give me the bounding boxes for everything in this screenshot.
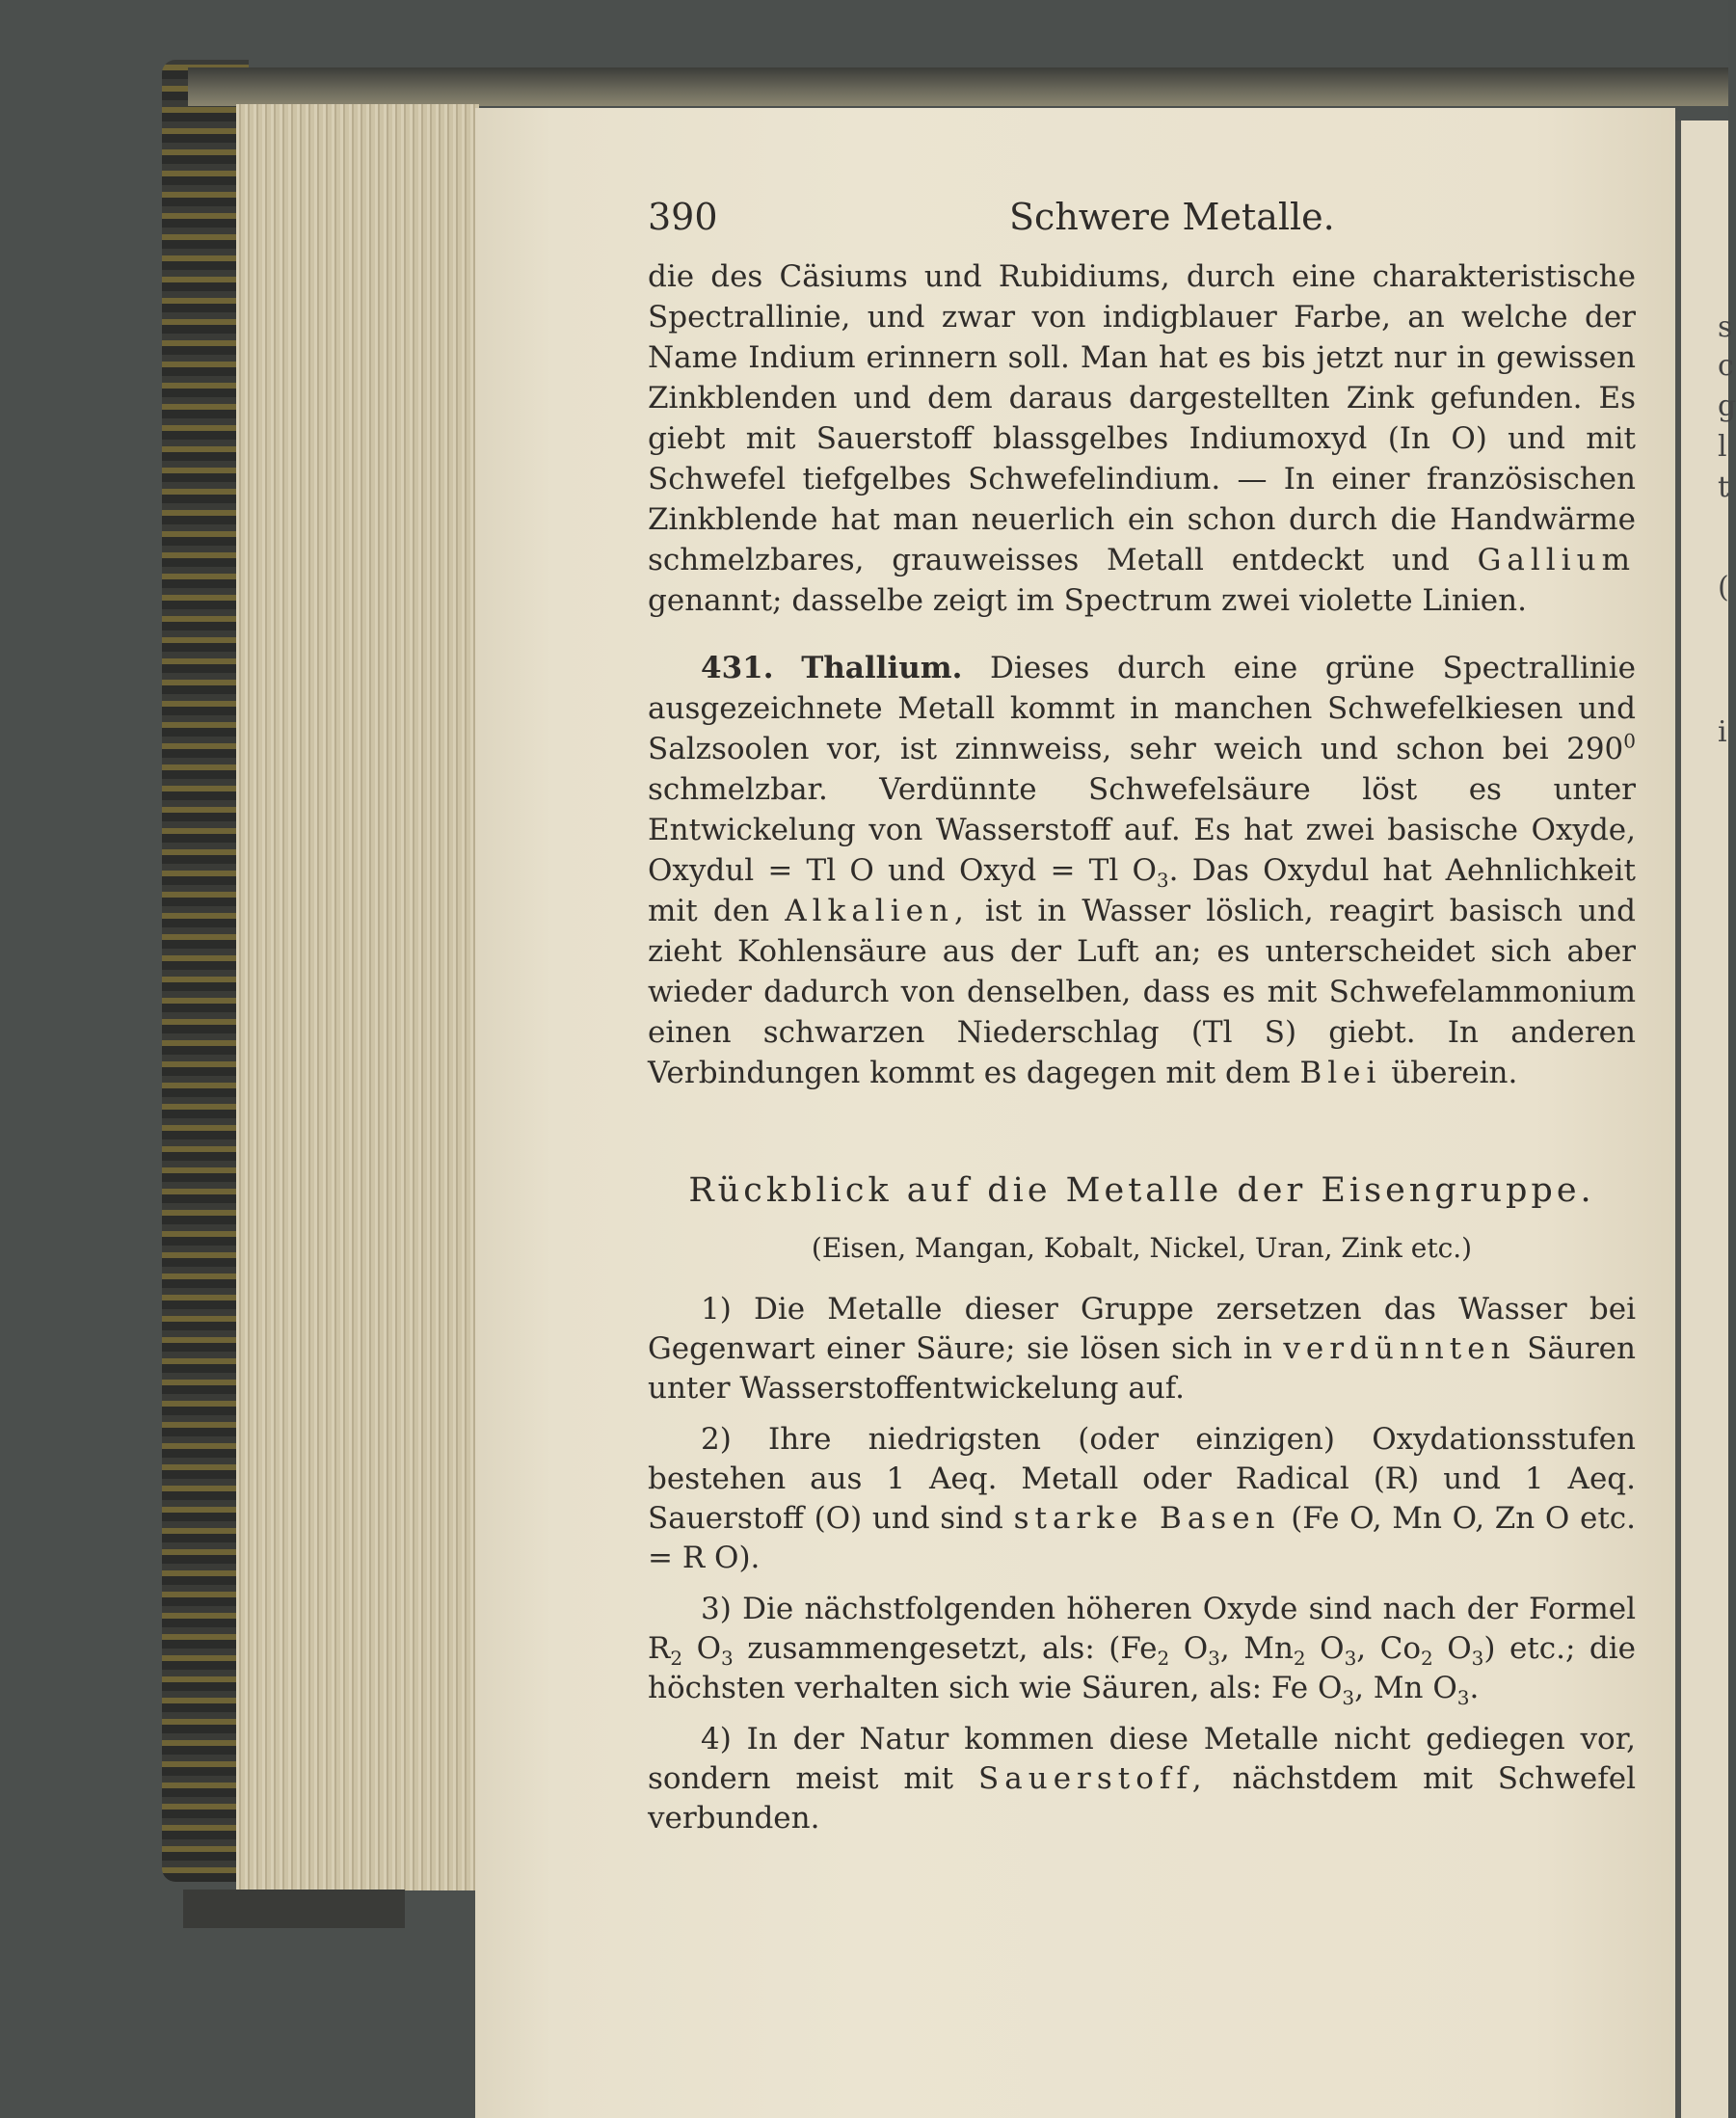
facing-page-glyph: ( bbox=[1718, 571, 1729, 604]
facing-page-glyph: g bbox=[1718, 389, 1736, 423]
facing-page-glyph: t bbox=[1718, 470, 1730, 504]
section-number: 431. bbox=[701, 651, 774, 685]
review-point-3: 3) Die nächstfolgenden höheren Oxyde sind nach der Formel $R_2$ $O_3$ zusammengesetzt, als: ($Fe_2$ $O_3$, $Mn_2$ $O_3$, $Co_2$ $O_3$) etc.; die höchsten verhalten sich wie Säuren, als: Fe $O_3$, Mn $O_3$. bbox=[648, 1592, 1637, 1710]
review-point-1: 1) Die Metalle dieser Gruppe zersetzen das Wasser bei Gegenwart einer Säure; sie lösen sich in verdünnten Säuren unter Wasserstoffentwickelung auf. bbox=[648, 1292, 1636, 1406]
intro-paragraph: die des Cäsiums und Rubidiums, durch eine charakteristische Spectrallinie, und zwar von indigblauer Farbe, an welche der Name Indium erinnern soll. Man hat es bis jetzt nur in gewissen Zinkblenden und dem daraus dargestellten Zink gefunden. Es giebt mit Sauerstoff blassgelbes Indiumoxyd (In O) und mit Schwefel tiefgelbes Schwefelindium. — In einer französischen Zinkblende hat man neuerlich ein schon durch die Handwärme schmelzbares, grauweisses Metall entdeckt und Gallium genannt; dasselbe zeigt im Spectrum zwei violette Linien. bbox=[648, 259, 1636, 618]
facing-page-glyph: l bbox=[1718, 430, 1727, 464]
review-body bbox=[648, 1290, 1636, 1838]
facing-page-glyph: i bbox=[1718, 715, 1727, 749]
running-title: Schwere Metalle. bbox=[1009, 196, 1335, 238]
thallium-paragraph: 431. Thallium. Dieses durch eine grüne Spectrallinie ausgezeichnete Metall kommt in manchen Schwefelkiesen und Salzsoolen vor, ist zinnweiss, sehr weich und schon bei $290^0$ schmelzbar. Verdünnte Schwefelsäure löst es unter Entwickelung von Wasserstoff auf. Es hat zwei basische Oxyde, Oxydul = Tl O und Oxyd = Tl $O_3$. Das Oxydul hat Aehnlichkeit mit den Alkalien, ist in Wasser löslich, reagirt basisch und zieht Kohlensäure aus der Luft an; es unterscheidet sich aber wieder dadurch von denselben, dass es mit Schwefelammonium einen schwarzen Niederschlag (Tl S) giebt. In anderen Verbindungen kommt es dagegen mit dem Blei überein. bbox=[648, 651, 1637, 1090]
review-point-2: 2) Ihre niedrigsten (oder einzigen) Oxydationsstufen bestehen aus 1 Aeq. Metall oder Radical (R) und 1 Aeq. Sauerstoff (O) und sind starke Basen (Fe O, Mn O, Zn O etc. = R O). bbox=[648, 1422, 1636, 1575]
spacer bbox=[648, 621, 1636, 648]
review-subtitle: (Eisen, Mangan, Kobalt, Nickel, Uran, Zink etc.) bbox=[811, 1232, 1473, 1264]
page-stack-edge bbox=[236, 104, 479, 1890]
section-heading: Thallium. bbox=[801, 651, 963, 685]
spacer bbox=[648, 1093, 1636, 1170]
book-bottom-shadow bbox=[183, 1890, 405, 1928]
page-number: 390 bbox=[648, 196, 718, 238]
facing-page-glyph: s bbox=[1718, 310, 1733, 344]
review-title: Rückblick auf die Metalle der Eisengruppe. bbox=[688, 1171, 1595, 1210]
facing-page-glyph: c bbox=[1718, 349, 1734, 383]
page-content bbox=[648, 197, 1636, 1838]
review-point-4: 4) In der Natur kommen diese Metalle nicht gediegen vor, sondern meist mit Sauerstoff, nächstdem mit Schwefel verbunden. bbox=[648, 1722, 1636, 1836]
book-top-edge bbox=[188, 67, 1728, 106]
page-header bbox=[648, 197, 1636, 256]
